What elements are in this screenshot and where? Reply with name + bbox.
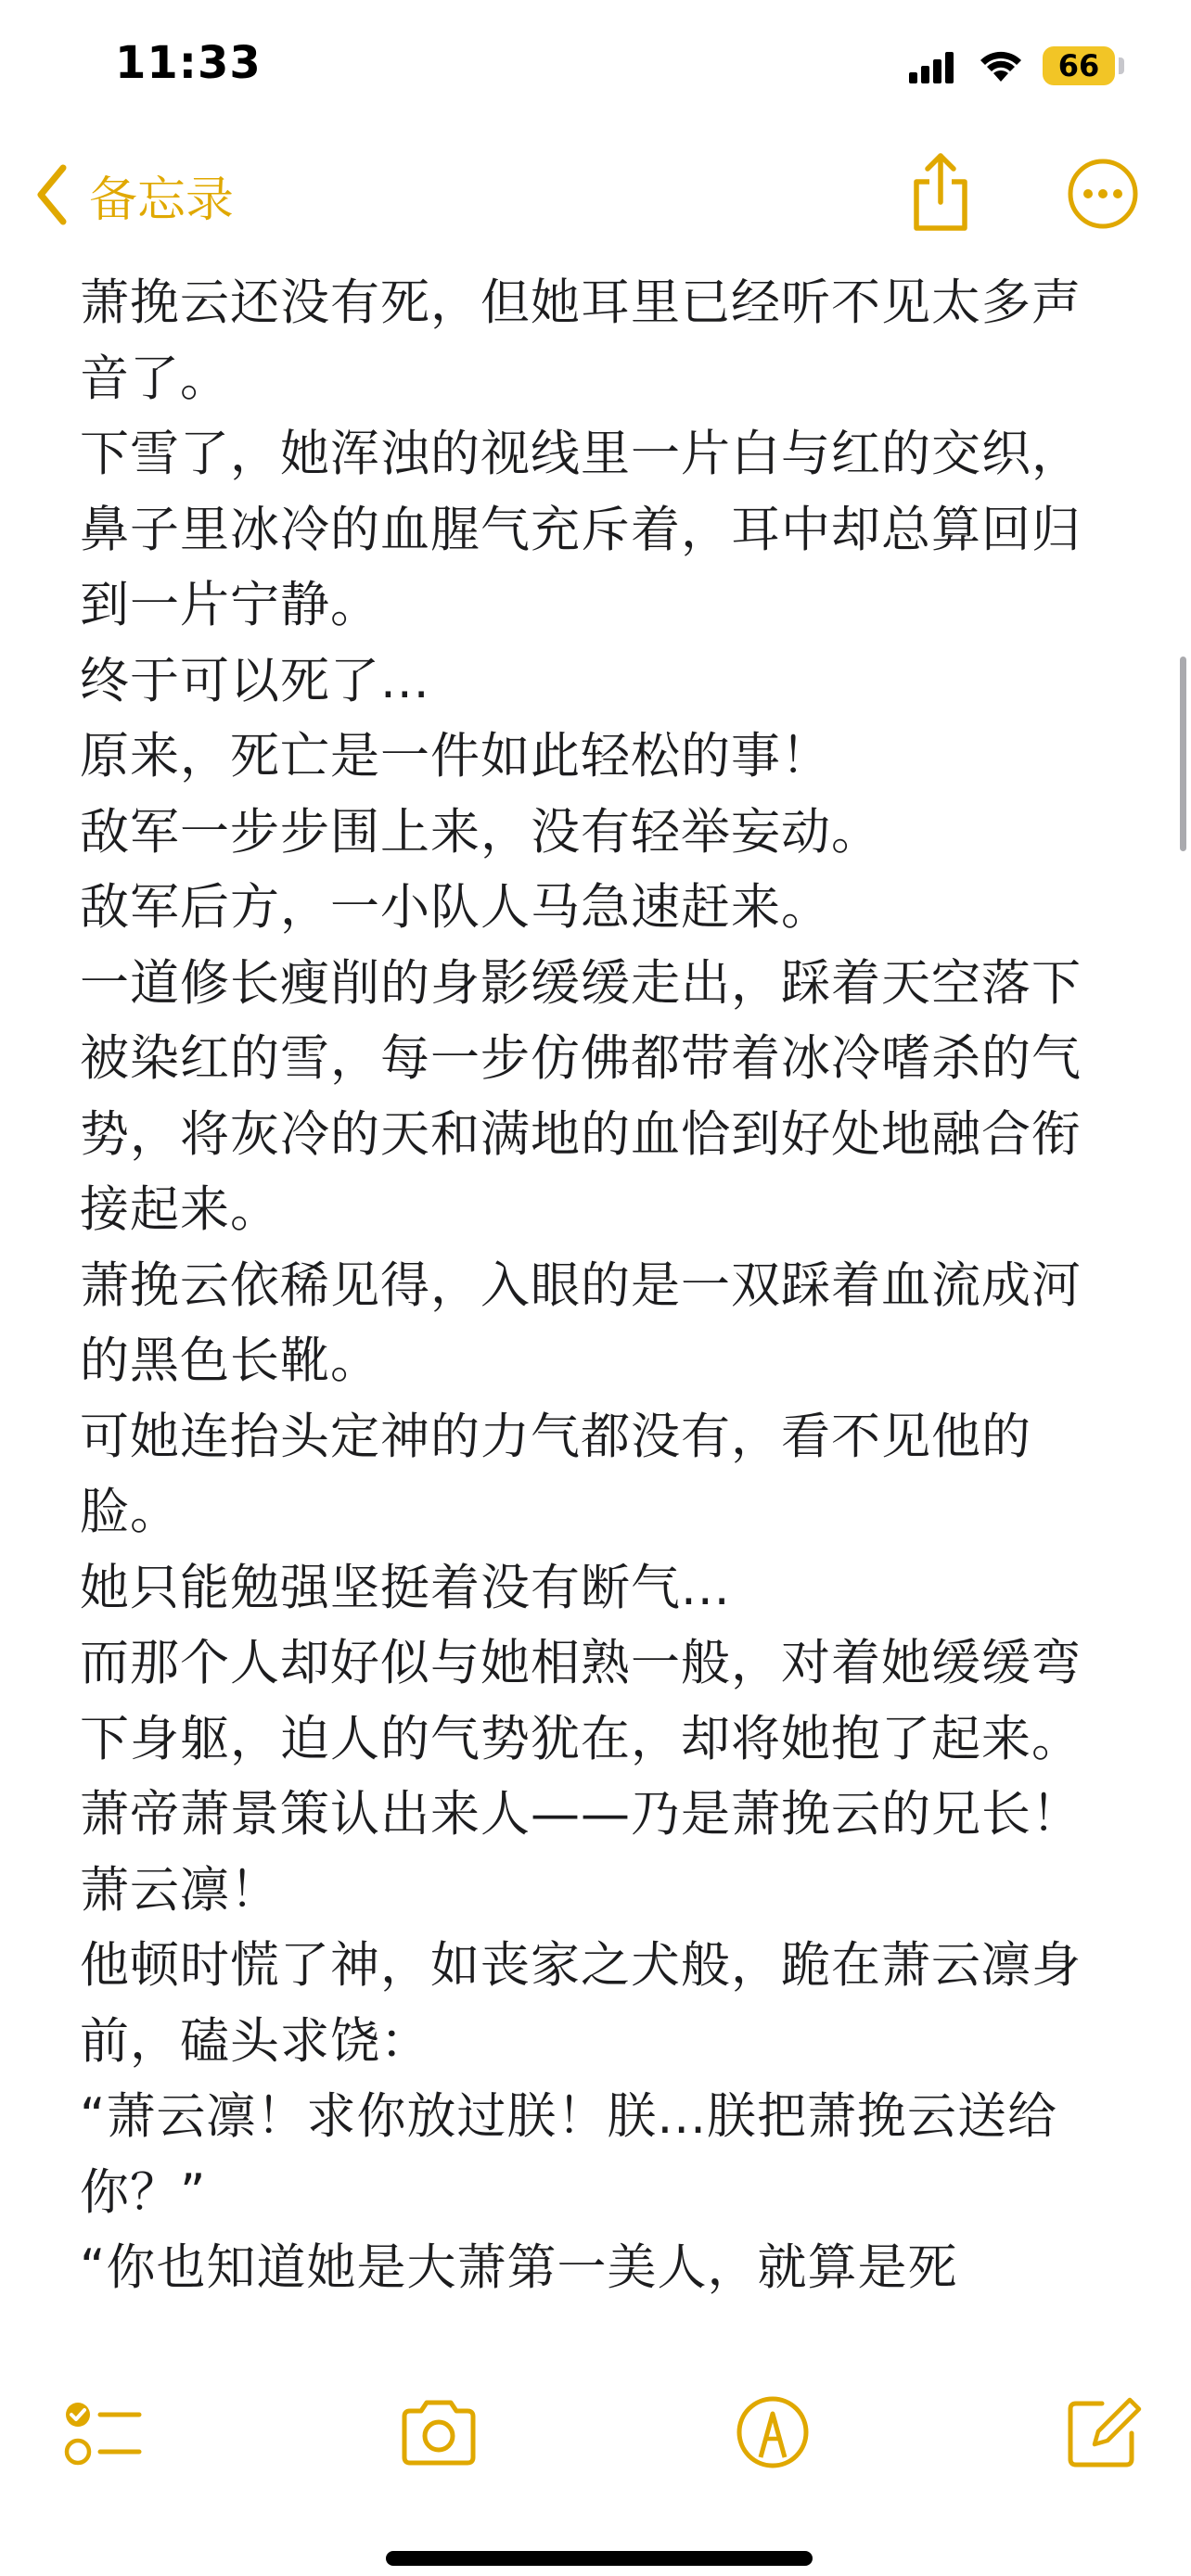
note-paragraph: 终于可以死了... — [80, 652, 430, 709]
note-paragraph: 可她连抬头定神的力气都没有，看不见他的脸。 — [80, 1408, 1031, 1540]
back-button[interactable] — [33, 159, 234, 230]
note-paragraph: 萧帝萧景策认出来人——乃是萧挽云的兄长！萧云凛！ — [80, 1786, 1082, 1919]
battery-indicator: 66 — [1043, 46, 1115, 85]
home-indicator[interactable] — [386, 2551, 813, 2566]
note-paragraph: 她只能勉强坚挺着没有断气... — [80, 1559, 731, 1616]
chevron-left-icon — [33, 162, 70, 227]
compose-icon[interactable] — [1061, 2391, 1145, 2474]
note-body[interactable] — [80, 265, 1109, 2306]
note-paragraph: 萧挽云还没有死，但她耳里已经听不见太多声音了。 — [80, 274, 1082, 407]
note-paragraph: 敌军后方，一小队人马急速赶来。 — [80, 879, 831, 936]
cellular-signal-icon — [909, 52, 954, 83]
note-paragraph: 一道修长瘦削的身影缓缓走出，踩着天空落下被染红的雪，每一步仿佛都带着冰冷嗜杀的气势，将灰冷的天和满地的血恰到好处地融合衔接起来。 — [80, 954, 1082, 1238]
share-icon[interactable] — [907, 150, 974, 234]
markup-pen-icon[interactable] — [731, 2391, 814, 2474]
status-time: 11:33 — [115, 37, 262, 89]
note-paragraph: 原来，死亡是一件如此轻松的事！ — [80, 728, 831, 784]
scroll-indicator[interactable] — [1180, 657, 1186, 851]
note-paragraph: 下雪了，她浑浊的视线里一片白与红的交织，鼻子里冰冷的血腥气充斥着，耳中却总算回归到一片宁静。 — [80, 426, 1082, 633]
bottom-toolbar — [0, 2374, 1191, 2576]
camera-icon[interactable] — [397, 2391, 480, 2474]
back-label: 备忘录 — [89, 172, 235, 228]
note-paragraph: 萧挽云依稀见得，入眼的是一双踩着血流成河的黑色长靴。 — [80, 1256, 1082, 1389]
note-paragraph: 他顿时慌了神，如丧家之犬般，跪在萧云凛身前，磕头求饶： — [80, 1937, 1082, 2070]
status-bar — [0, 0, 1191, 139]
note-paragraph: “萧云凛！求你放过朕！朕...朕把萧挽云送给你？” — [80, 2088, 1057, 2221]
wifi-icon — [978, 46, 1024, 83]
note-paragraph: “你也知道她是大萧第一美人，就算是死 — [80, 2239, 958, 2296]
ellipsis-circle-icon[interactable] — [1067, 158, 1139, 230]
note-paragraph: 敌军一步步围上来，没有轻举妄动。 — [80, 803, 881, 861]
note-paragraph: 而那个人却好似与她相熟一般，对着她缓缓弯下身躯，迫人的气势犹在，却将她抱了起来。 — [80, 1635, 1082, 1767]
battery-tip — [1119, 57, 1124, 74]
checklist-icon[interactable] — [61, 2391, 145, 2474]
nav-bar — [0, 139, 1191, 250]
